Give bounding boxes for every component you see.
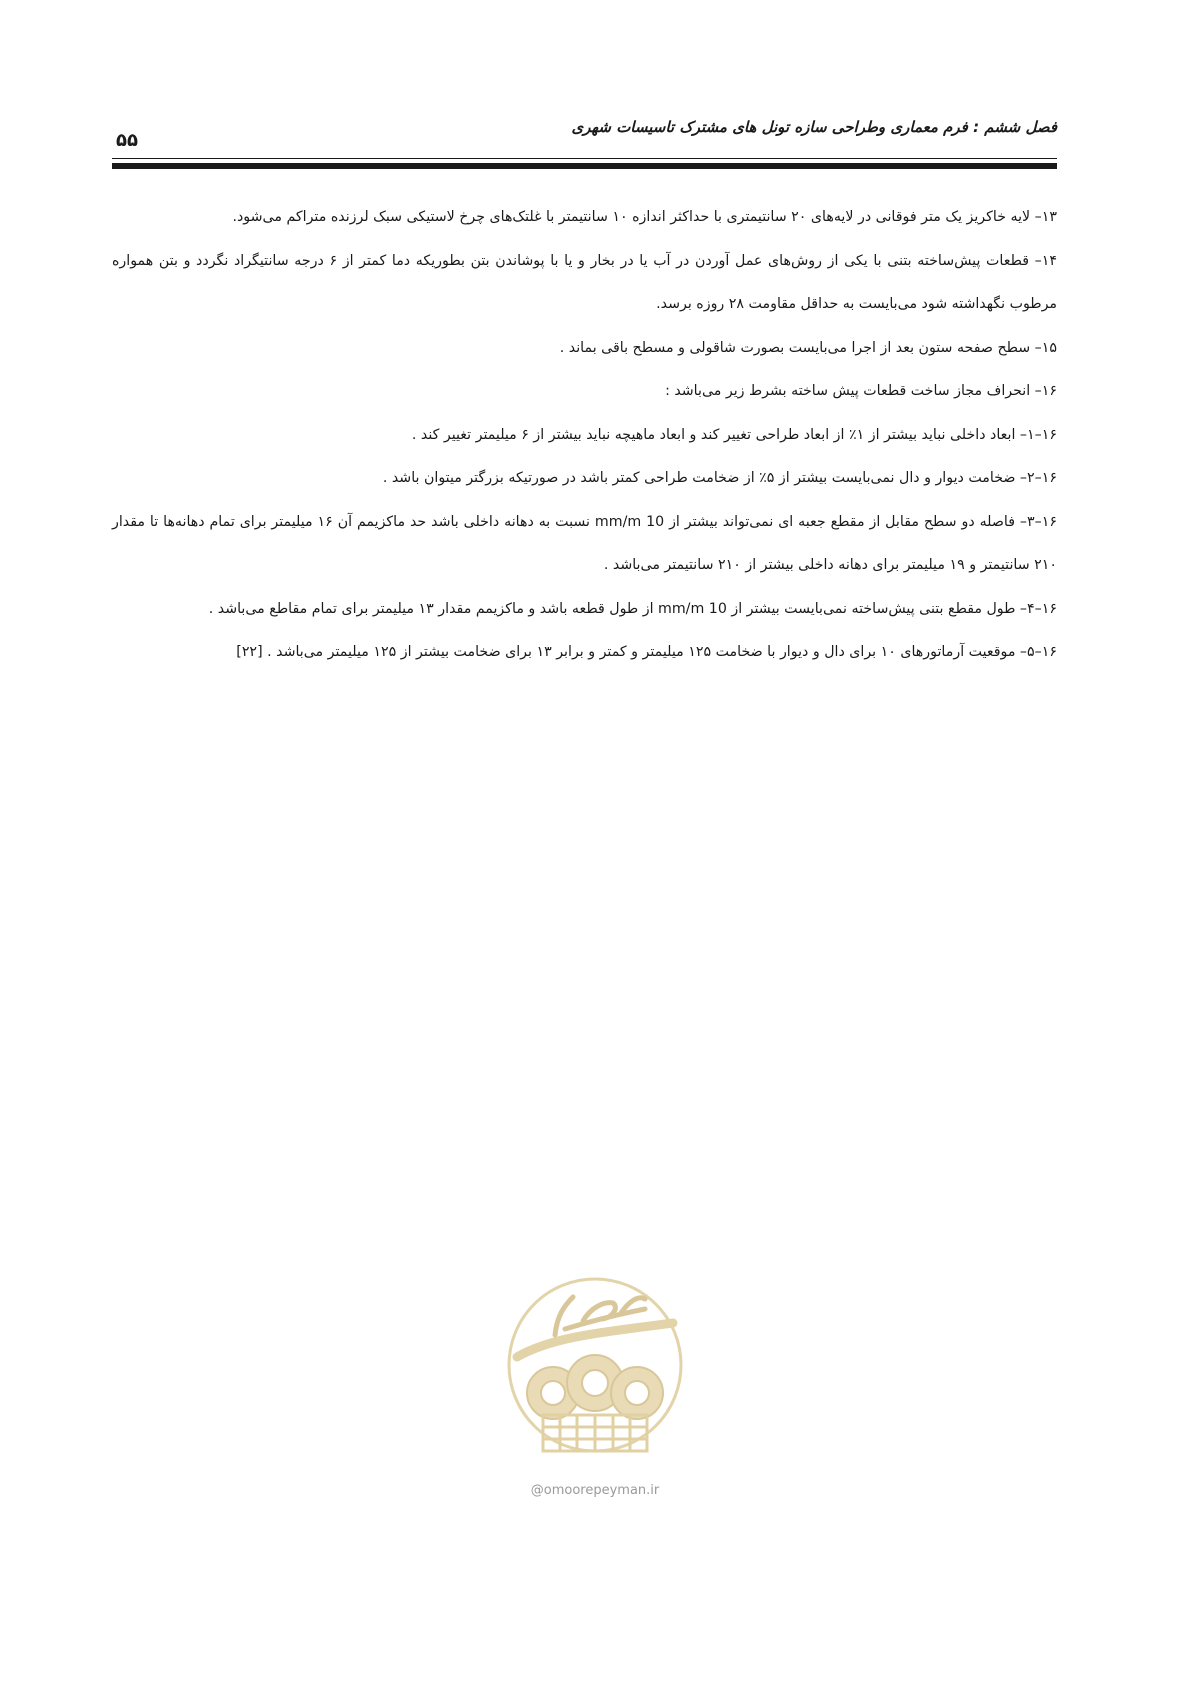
page-number: ۵۵ — [116, 130, 138, 151]
header-rule-thin — [112, 158, 1057, 159]
paragraph-16: ۱۶– انحراف مجاز ساخت قطعات پیش ساخته بشرط زیر می‌باشد : — [665, 383, 1057, 399]
watermark-logo — [495, 1265, 695, 1525]
paragraph-16-4: ۱۶–۴– طول مقطع بتنی پیش‌ساخته نمی‌بایست بیشتر از 10 mm/m از طول قطعه باشد و ماکزیمم مقدار ۱۳ میلیمتر برای تمام مقاطع می‌باشد . — [208, 600, 1057, 617]
watermark-caption: @omoorepeyman.ir — [530, 1483, 660, 1498]
paragraph-16-2: ۱۶–۲– ضخامت دیوار و دال نمی‌بایست بیشتر از ۵٪ از ضخامت طراحی کمتر باشد در صورتیکه بزرگتر میتوان باشد . — [382, 470, 1057, 486]
chapter-title: فصل ششم : فرم معماری وطراحی سازه تونل های مشترک تاسیسات شهری — [571, 118, 1057, 136]
logo-seal-icon — [495, 1265, 695, 1475]
paragraph-15: ۱۵– سطح صفحه ستون بعد از اجرا می‌بایست بصورت شاقولی و مسطح باقی بماند . — [559, 339, 1057, 356]
paragraph-14: ۱۴– قطعات پیش‌ساخته بتنی با یکی از روش‌های عمل آوردن در آب یا در بخار و یا با پوشاندن بتن بطوریکه دما کمتر از ۶ درجه سانتیگراد نگردد و بتن همواره مرطوب نگهداشته شود می‌بایست به حداقل مقاومت ۲۸ روزه برسد. — [112, 252, 1057, 312]
body-text — [112, 196, 1057, 675]
page-header — [112, 112, 1057, 152]
paragraph-16-3: ۱۶–۳– فاصله دو سطح مقابل از مقطع جعبه ای نمی‌تواند بیشتر از 10 mm/m نسبت به دهانه داخلی باشد حد ماکزیمم آن ۱۶ میلیمتر برای تمام دهانه‌ها تا مقدار ۲۱۰ سانتیمتر و ۱۹ میلیمتر برای دهانه داخلی بیشتر از ۲۱۰ سانتیمتر می‌باشد . — [112, 513, 1057, 573]
header-rule-thick — [112, 163, 1057, 169]
paragraph-16-1: ۱۶–۱– ابعاد داخلی نباید بیشتر از ۱٪ از ابعاد طراحی تغییر کند و ابعاد ماهیچه نباید بیشتر از ۶ میلیمتر تغییر کند . — [411, 426, 1057, 443]
paragraph-13: ۱۳– لایه خاکریز یک متر فوقانی در لایه‌های ۲۰ سانتیمتری با حداکثر اندازه ۱۰ سانتیمتر با غلتک‌های چرخ لاستیکی سبک لرزنده متراکم می‌شود. — [232, 209, 1057, 225]
paragraph-16-5: ۱۶–۵– موقعیت آرماتورهای ۱۰ برای دال و دیوار با ضخامت ۱۲۵ میلیمتر و کمتر و برابر ۱۳ برای ضخامت بیشتر از ۱۲۵ میلیمتر می‌باشد . [۲۲] — [236, 644, 1057, 660]
